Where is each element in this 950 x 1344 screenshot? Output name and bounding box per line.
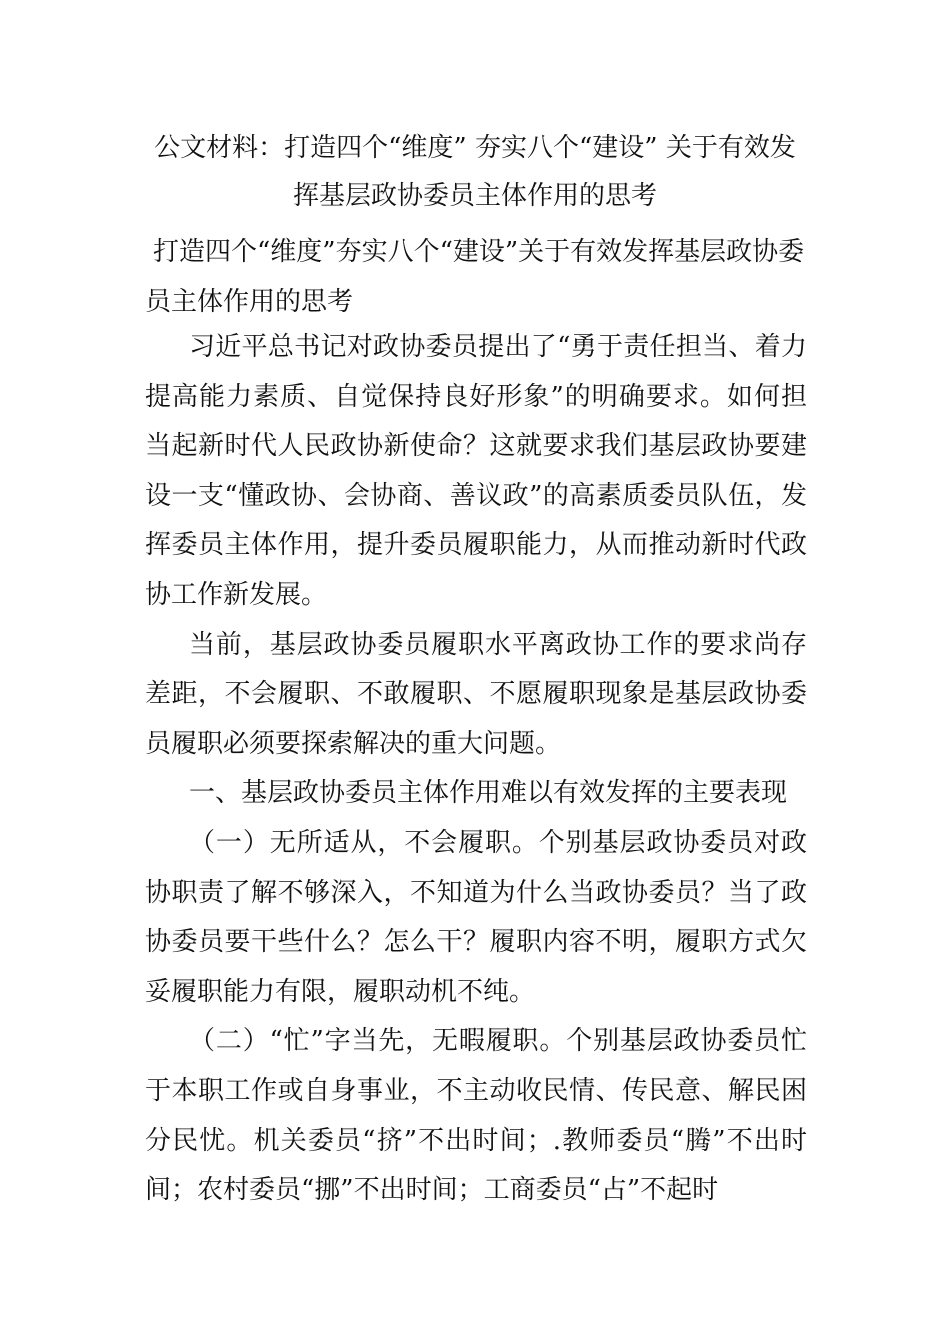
paragraph-intro: 习近平总书记对政协委员提出了“勇于责任担当、着力提高能力素质、自觉保持良好形象”的明确要求。如何担当起新时代人民政协新使命？这就要求我们基层政协要建设一支“懂政协、会协商、善议政”的高素质委员队伍，发挥委员主体作用，提升委员履职能力，从而推动新时代政协工作新发展。 [145, 332, 807, 610]
section-heading-1: 一、基层政协委员主体作用难以有效发挥的主要表现 [189, 778, 788, 809]
paragraph-subsection-2: （二）“忙”字当先，无暇履职。个别基层政协委员忙于本职工作或自身事业，不主动收民情、传民意、解民困分民忧。机关委员“挤”不出时间；.教师委员“腾”不出时间；农村委员“挪”不出时间；工商委员“占”不起时 [145, 1026, 807, 1206]
paragraph-current-situation: 当前，基层政协委员履职水平离政协工作的要求尚存差距，不会履职、不敢履职、不愿履职现象是基层政协委员履职必须要探索解决的重大问题。 [145, 629, 807, 759]
document-subtitle: 打造四个“维度”夯实八个“建设”关于有效发挥基层政协委员主体作用的思考 [145, 237, 805, 317]
document-title: 公文材料：打造四个“维度” 夯实八个“建设” 关于有效发挥基层政协委员主体作用的思考 [154, 133, 796, 211]
document-body [145, 323, 807, 1216]
paragraph-subsection-1: （一）无所适从，不会履职。个别基层政协委员对政协职责了解不够深入，不知道为什么当政协委员？当了政协委员要干些什么？怎么干？履职内容不明，履职方式欠妥履职能力有限，履职动机不纯。 [145, 827, 807, 1007]
